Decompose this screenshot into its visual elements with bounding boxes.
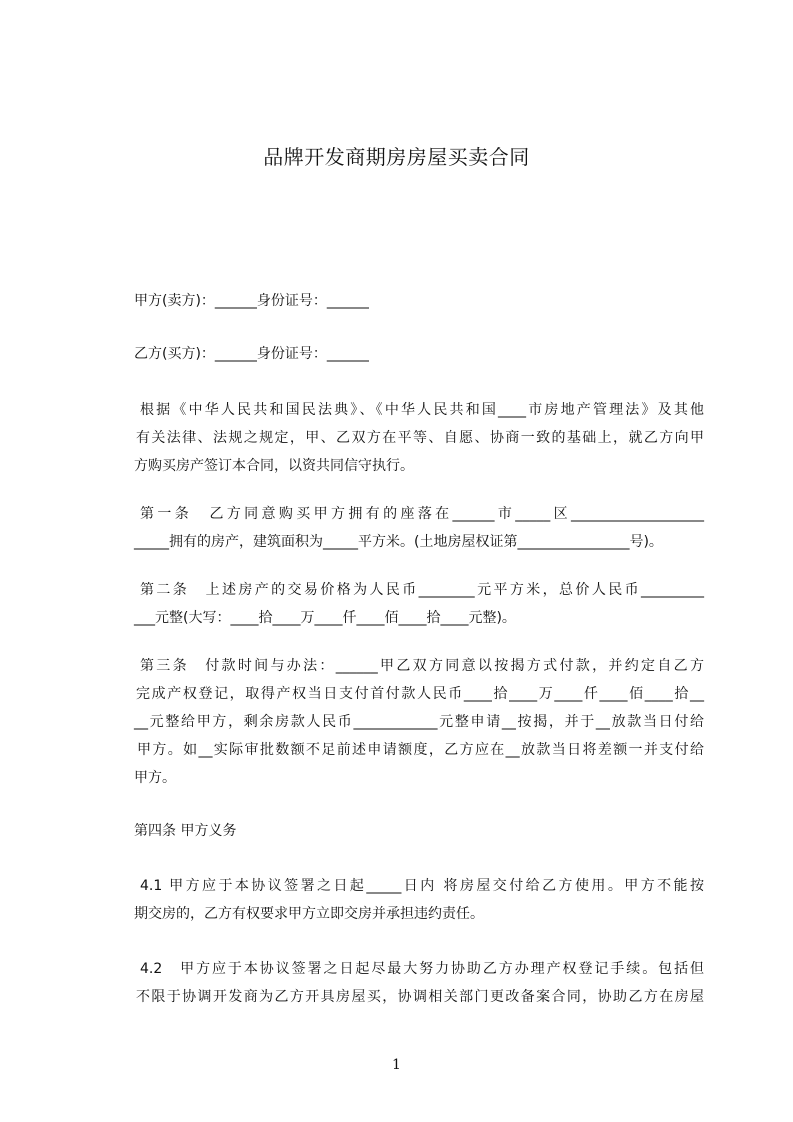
preamble-line: 有关法律、法规之规定，甲、乙双方在平等、自愿、协商一致的基础上，就乙方向甲	[136, 430, 704, 446]
article-1-line: 第一条 乙方同意购买甲方拥有的座落在______市_____区___________________	[140, 506, 704, 522]
preamble-line: 根据《中华人民共和国民法典》、《中华人民共和国____市房地产管理法》及其他	[140, 402, 704, 418]
article-3-line: __元整给甲方，剩余房款人民币____________元整申请__按揭，并于__放款当日付给	[134, 714, 704, 730]
party-b-line: 乙方(买方)：______身份证号：______	[134, 346, 369, 362]
article-3-line: 第三条 付款时间与办法：______甲乙双方同意以按揭方式付款，并约定自乙方	[140, 658, 704, 674]
article-2-line: 第二条 上述房产的交易价格为人民币________元平方米，总价人民币_________	[140, 582, 704, 598]
article-1-line: _____拥有的房产，建筑面积为_____平方米。(土地房屋权证第________________号)。	[134, 534, 663, 550]
article-3-line: 甲方。	[134, 770, 176, 786]
article-4-heading: 第四条 甲方义务	[134, 823, 237, 839]
article-2-line: ___元整(大写：____拾____万____仟____佰____拾____元整)。	[134, 610, 516, 626]
clause-4-2-line: 4.2 甲方应于本协议签署之日起尽最大努力协助乙方办理产权登记手续。包括但	[140, 961, 704, 977]
preamble-paragraph	[134, 396, 704, 480]
article-3-line: 甲方。如__实际审批数额不足前述申请额度，乙方应在__放款当日将差额一并支付给	[137, 742, 704, 758]
article-1-paragraph	[134, 500, 704, 556]
article-3-line: 完成产权登记，取得产权当日支付首付款人民币____拾____万____仟____佰____拾__	[136, 686, 704, 702]
clause-4-2-line: 不限于协调开发商为乙方开具房屋买，协调相关部门更改备案合同，协助乙方在房屋	[136, 989, 704, 1005]
article-2-paragraph	[134, 576, 704, 632]
preamble-line: 方购买房产签订本合同，以资共同信守执行。	[134, 458, 414, 474]
article-3-paragraph	[134, 652, 704, 792]
clause-4-2-paragraph	[134, 955, 704, 1011]
clause-4-1-line: 期交房的，乙方有权要求甲方立即交房并承担违约责任。	[134, 906, 484, 922]
clause-4-1-line: 4.1 甲方应于本协议签署之日起_____日内 将房屋交付给乙方使用。甲方不能按	[140, 878, 704, 894]
clause-4-1-paragraph	[134, 872, 704, 928]
party-a-line: 甲方(卖方)：______身份证号：______	[134, 293, 369, 309]
document-title: 品牌开发商期房房屋买卖合同	[263, 145, 530, 169]
page-number: 1	[392, 1057, 401, 1073]
